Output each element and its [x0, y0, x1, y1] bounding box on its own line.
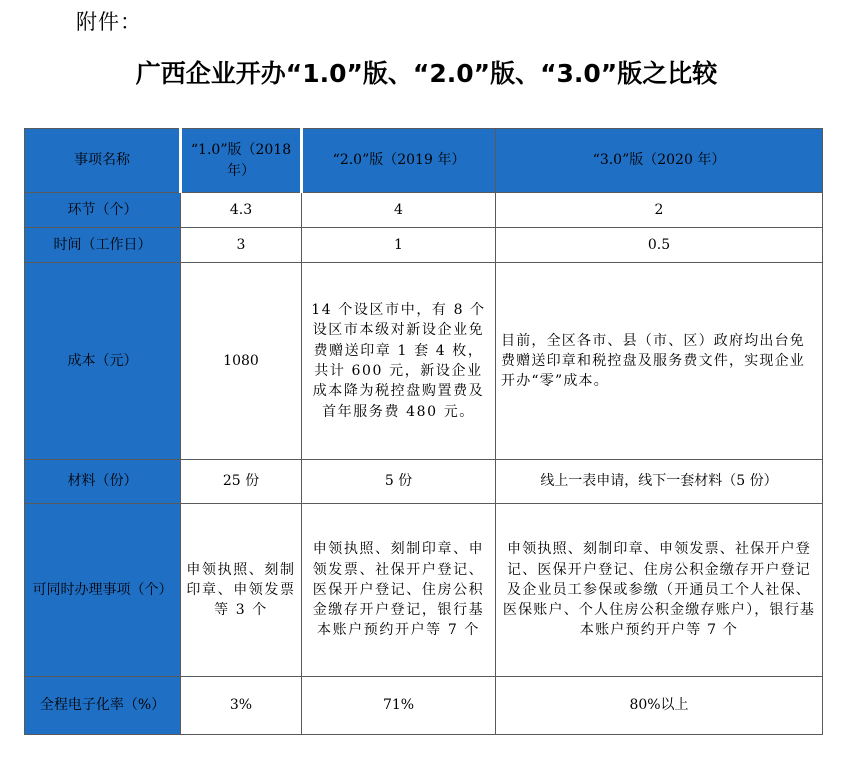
cell-v3: 80%以上	[496, 677, 823, 735]
table-header-row	[25, 129, 823, 193]
cell-v3: 目前，全区各市、县（市、区）政府均出台免费赠送印章和税控盘及服务费文件，实现企业开办“零”成本。	[496, 263, 823, 460]
cell-v1: 1080	[181, 263, 302, 460]
cell-v1: 3%	[181, 677, 302, 735]
cell-v2: 4	[302, 193, 496, 228]
cell-v3: 2	[496, 193, 823, 228]
row-label: 全程电子化率（%）	[25, 677, 181, 735]
cell-v1: 4.3	[181, 193, 302, 228]
row-label: 成本（元）	[25, 263, 181, 460]
cell-v1: 25 份	[181, 460, 302, 504]
cell-v3: 0.5	[496, 228, 823, 263]
cell-v3: 申领执照、刻制印章、申领发票、社保开户登记、医保开户登记、住房公积金缴存开户登记及企业员工参保或参缴（开通员工个人社保、医保账户、个人住房公积金缴存账户），银行基本账户预约开户等 7 个	[496, 504, 823, 677]
table-row	[25, 228, 823, 263]
row-label: 时间（工作日）	[25, 228, 181, 263]
header-v1: “1.0”版（2018年）	[181, 129, 302, 193]
header-v3: “3.0”版（2020 年）	[496, 129, 823, 193]
comparison-table	[24, 128, 823, 735]
cell-v2: 71%	[302, 677, 496, 735]
row-label: 可同时办理事项（个）	[25, 504, 181, 677]
cell-v2: 申领执照、刻制印章、申领发票、社保开户登记、医保开户登记、住房公积金缴存开户登记，银行基本账户预约开户等 7 个	[302, 504, 496, 677]
table-row	[25, 460, 823, 504]
table-row	[25, 504, 823, 677]
cell-v1: 申领执照、刻制印章、申领发票等 3 个	[181, 504, 302, 677]
table-row	[25, 263, 823, 460]
header-item: 事项名称	[25, 129, 181, 193]
page-title: 广西企业开办“1.0”版、“2.0”版、“3.0”版之比较	[135, 59, 718, 88]
row-label: 环节（个）	[25, 193, 181, 228]
cell-v2: 5 份	[302, 460, 496, 504]
table-row	[25, 677, 823, 735]
row-label: 材料（份）	[25, 460, 181, 504]
cell-v3: 线上一表申请，线下一套材料（5 份）	[496, 460, 823, 504]
header-v2: “2.0”版（2019 年）	[302, 129, 496, 193]
attachment-label: 附件：	[76, 10, 142, 34]
cell-v1: 3	[181, 228, 302, 263]
table-row	[25, 193, 823, 228]
cell-v2: 1	[302, 228, 496, 263]
cell-v2: 14 个设区市中，有 8 个设区市本级对新设企业免费赠送印章 1 套 4 枚，共计 600 元，新设企业成本降为税控盘购置费及首年服务费 480 元。	[302, 263, 496, 460]
